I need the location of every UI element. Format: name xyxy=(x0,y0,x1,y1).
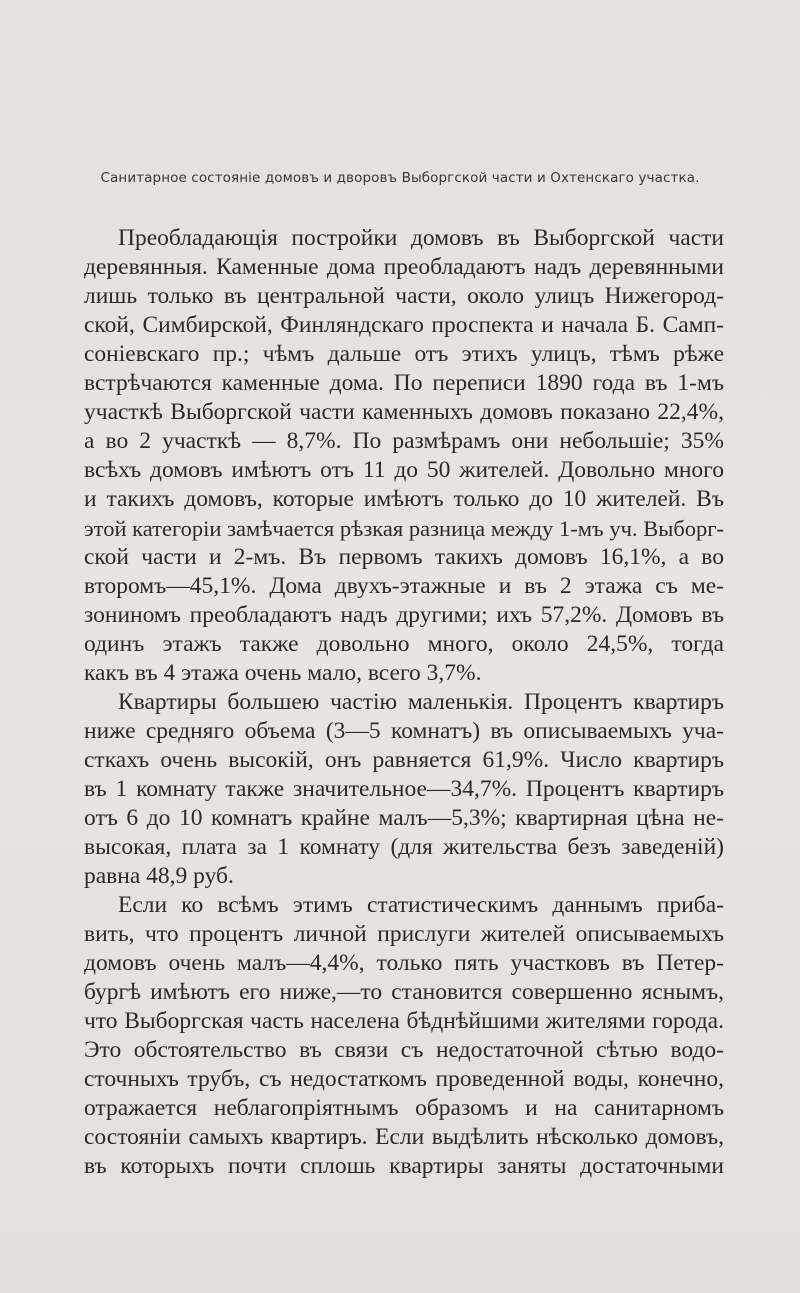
text-line: бургѣ имѣютъ его ниже,—то становится совершенно яснымъ, xyxy=(84,979,724,1005)
text-line: зониномъ преобладаютъ надъ другими; ихъ 57,2%. Домовъ въ xyxy=(84,602,724,628)
text-line: въ которыхъ почти сплошь квартиры заняты достаточными xyxy=(84,1153,724,1179)
text-line: а во 2 участкѣ — 8,7%. По размѣрамъ они небольшіе; 35% xyxy=(84,428,724,454)
text-line: вить, что процентъ личной прислуги жителей описываемыхъ xyxy=(84,921,724,947)
text-line: всѣхъ домовъ имѣютъ отъ 11 до 50 жителей. Довольно много xyxy=(84,457,724,483)
text-line: состояніи самыхъ квартиръ. Если выдѣлить нѣсколько домовъ, xyxy=(84,1124,724,1150)
text-line: Если ко всѣмъ этимъ статистическимъ даннымъ приба- xyxy=(118,892,724,918)
text-line: отражается неблагопріятнымъ образомъ и на санитарномъ xyxy=(84,1095,724,1121)
text-line: равна 48,9 руб. xyxy=(84,863,234,889)
text-line: ской, Симбирской, Финляндскаго проспекта и начала Б. Самп- xyxy=(84,312,724,338)
text-line: высокая, плата за 1 комнату (для жительства безъ заведеній) xyxy=(84,834,724,860)
running-title: Санитарное состояніе домовъ и дворовъ Выборгской части и Охтенскаго участка. xyxy=(100,170,700,186)
text-line: сткахъ очень высокій, онъ равняется 61,9%. Число квартиръ xyxy=(84,747,724,773)
body-text xyxy=(84,224,724,1181)
text-line: какъ въ 4 этажа очень мало, всего 3,7%. xyxy=(84,660,482,686)
text-line: лишь только въ центральной части, около улицъ Нижегород- xyxy=(84,283,724,309)
text-line: одинъ этажъ также довольно много, около 24,5%, тогда xyxy=(84,631,724,657)
text-line: ниже средняго объема (3—5 комнатъ) въ описываемыхъ уча- xyxy=(84,718,724,744)
text-line: сточныхъ трубъ, съ недостаткомъ проведенной воды, конечно, xyxy=(84,1066,724,1092)
text-line: что Выборгская часть населена бѣднѣйшими жителями города. xyxy=(84,1008,724,1034)
text-line: Это обстоятельство въ связи съ недостаточной сѣтью водо- xyxy=(84,1037,724,1063)
text-line: отъ 6 до 10 комнатъ крайне малъ—5,3%; квартирная цѣна не- xyxy=(84,805,724,831)
text-line: въ 1 комнату также значительное—34,7%. Процентъ квартиръ xyxy=(84,776,724,802)
text-line: соніевскаго пр.; чѣмъ дальше отъ этихъ улицъ, тѣмъ рѣже xyxy=(84,341,724,367)
text-line: ской части и 2-мъ. Въ первомъ такихъ домовъ 16,1%, а во xyxy=(84,544,724,570)
text-line: и такихъ домовъ, которые имѣютъ только до 10 жителей. Въ xyxy=(84,486,724,512)
text-line: деревянныя. Каменные дома преобладаютъ надъ деревянными xyxy=(84,254,724,280)
text-line: этой категоріи замѣчается рѣзкая разница между 1-мъ уч. Выборг- xyxy=(84,516,724,541)
text-line: встрѣчаются каменные дома. По переписи 1890 года въ 1-мъ xyxy=(84,370,724,396)
text-line: домовъ очень малъ—4,4%, только пять участковъ въ Петер- xyxy=(84,950,724,976)
text-line: Квартиры большею частію маленькія. Процентъ квартиръ xyxy=(118,689,724,715)
text-line: участкѣ Выборгской части каменныхъ домовъ показано 22,4%, xyxy=(84,399,724,425)
text-line: второмъ—45,1%. Дома двухъ-этажные и въ 2 этажа съ ме- xyxy=(84,573,724,599)
text-line: Преобладающія постройки домовъ въ Выборгской части xyxy=(118,225,724,251)
